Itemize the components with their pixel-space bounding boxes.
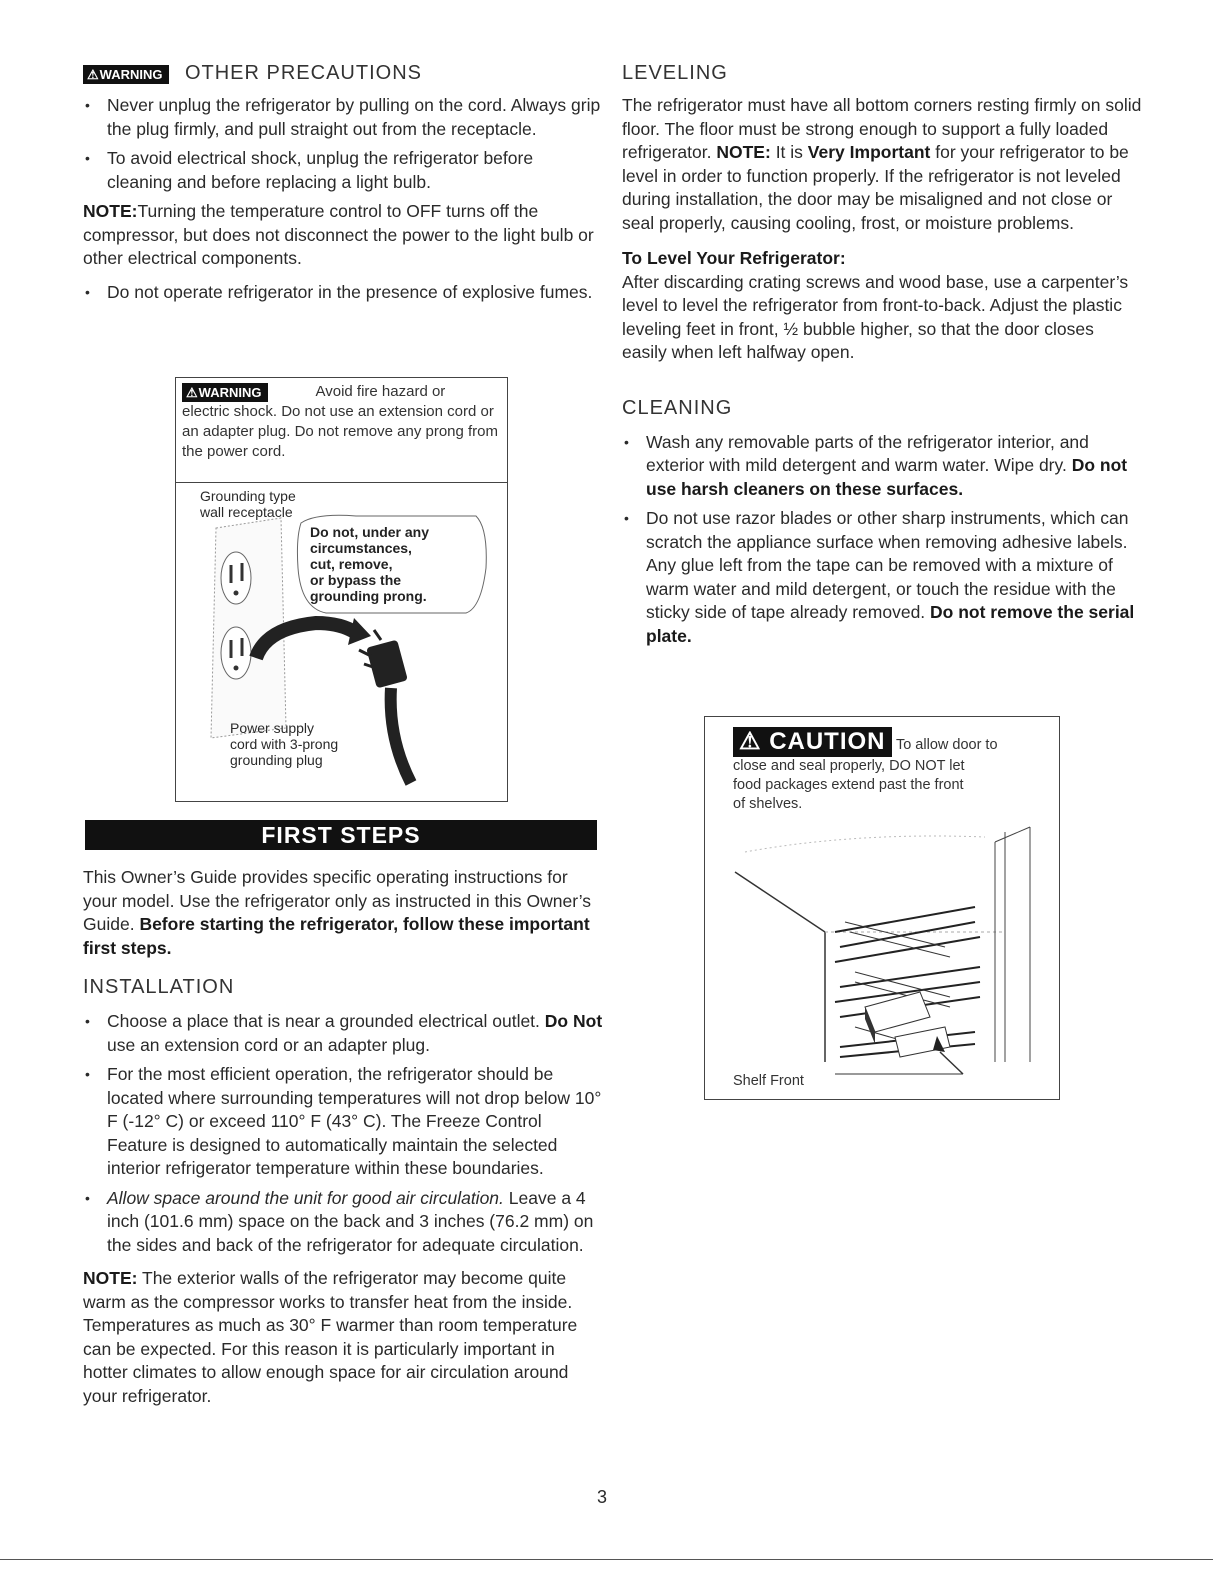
precautions-list (83, 94, 603, 194)
level-instructions: After discarding crating screws and wood base, use a carpenter’s level to level the refrigerator from front-to-back. Adjust the plastic leveling feet in front, ½ bubble higher, so that the door closes easily when left halfway open. (622, 271, 1129, 362)
warning-box (175, 377, 508, 802)
first-steps-intro: This Owner’s Guide provides specific operating instructions for your model. Use the refrigerator only as instructed in this Owner’s Guide. Before starting the refrigerator, follow these important first steps. (83, 867, 592, 958)
other-precautions-heading (83, 60, 603, 86)
caution-box (704, 716, 1060, 1100)
warning-triangle-icon: ⚠ (739, 728, 762, 755)
warning-badge: ⚠WARNING (83, 65, 169, 84)
leveling-text: The refrigerator must have all bottom corners resting firmly on solid floor. The floor must be strong enough to support a fully loaded refrigerator. NOTE: It is Very Important for your refrigerator to be level in order to function properly. If the refrigerator is not leveled during installation, the door may be misaligned and not close or seal properly, causing cooling, frost, or moisture problems. (622, 95, 1142, 233)
list-item: • Do not operate refrigerator in the presence of explosive fumes. (83, 281, 603, 305)
first-steps-banner: FIRST STEPS (85, 820, 597, 850)
warning-triangle-icon: ⚠ (186, 384, 198, 400)
installation-note: NOTE: The exterior walls of the refrigerator may become quite warm as the compressor works to transfer heat from the inside. Temperatures as much as 30° F warmer than room temperature can be expected. For this reason it is particularly important in hotter climates to allow enough space for air circulation around your refrigerator. (83, 1268, 578, 1406)
installation-list (83, 1010, 603, 1257)
cleaning-title: CLEANING (622, 396, 733, 419)
warning-box-text: ⚠WARNING Avoid fire hazard or electric shock. Do not use an extension cord or an adapter plug. Do not remove any prong from the power cord. (182, 383, 499, 460)
cleaning-list (622, 431, 1142, 649)
shelf-illustration (705, 822, 1061, 1082)
warning-badge: ⚠WARNING (182, 383, 268, 402)
list-item: • Do not use razor blades or other sharp instruments, which can scratch the appliance surface when removing adhesive labels. Any glue left from the tape can be removed with a mixture of warm water and mild detergent, or touch the residue with the sticky side of tape already removed. Do not remove the serial plate. (622, 507, 1142, 648)
power-cord-label: Power supply cord with 3-prong grounding plug (230, 720, 339, 768)
level-subtitle: To Level Your Refrigerator: (622, 248, 846, 268)
caution-badge: ⚠ CAUTION (733, 727, 892, 757)
list-item: • Wash any removable parts of the refrigerator interior, and exterior with mild detergent and warm water. Wipe dry. Do not use harsh cleaners on these surfaces. (622, 431, 1142, 502)
bottom-rule (0, 1559, 1213, 1560)
prong-callout: Do not, under any circumstances, cut, remove, or bypass the grounding prong. (310, 524, 429, 604)
leveling-title: LEVELING (622, 62, 728, 84)
divider (176, 482, 507, 483)
shelf-front-label: Shelf Front (733, 1073, 804, 1089)
precautions-list-2 (83, 281, 603, 305)
receptacle-label: Grounding type wall receptacle (200, 488, 296, 520)
right-column (622, 60, 1142, 654)
list-item: • For the most efficient operation, the refrigerator should be located where surrounding temperatures will not drop below 10° F (-12° C) or exceed 110° F (43° C). The Freeze Control Feature is designed to automatically maintain the selected interior refrigerator temperature within these boundaries. (83, 1063, 603, 1181)
precautions-note: NOTE:Turning the temperature control to OFF turns off the compressor, but does not disconnect the power to the light bulb or other electrical components. (83, 201, 594, 268)
section-title: OTHER PRECAUTIONS (184, 62, 422, 84)
list-item: • To avoid electrical shock, unplug the refrigerator before cleaning and before replacing a light bulb. (83, 147, 603, 194)
list-item: • Never unplug the refrigerator by pulling on the cord. Always grip the plug firmly, and pull straight out from the receptacle. (83, 94, 603, 141)
caution-text: ⚠ CAUTION To allow door to close and seal properly, DO NOT let food packages extend past the front of shelves. (733, 728, 998, 812)
page-number: 3 (597, 1487, 608, 1507)
warning-triangle-icon: ⚠ (87, 67, 99, 83)
list-item: • Allow space around the unit for good air circulation. Leave a 4 inch (101.6 mm) space on the back and 3 inches (76.2 mm) on the sides and back of the refrigerator for adequate circulation. (83, 1187, 603, 1258)
list-item: • Choose a place that is near a grounded electrical outlet. Do Not use an extension cord or an adapter plug. (83, 1010, 603, 1057)
installation-title: INSTALLATION (83, 976, 235, 998)
